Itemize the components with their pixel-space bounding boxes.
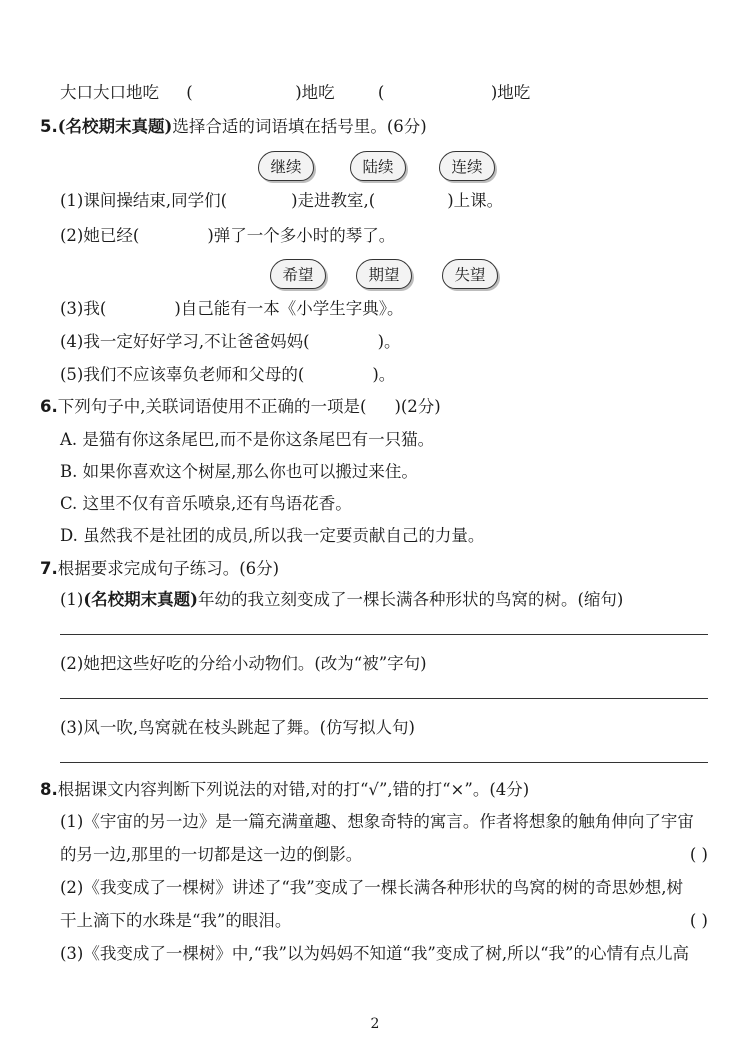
answer-line[interactable] — [60, 698, 708, 699]
question-5-item-1: (1)课间操结束,同学们( )走进教室,( )上课。 — [60, 191, 504, 210]
judgement-blank[interactable]: ( ) — [689, 911, 708, 930]
answer-row — [60, 82, 530, 104]
option-a[interactable]: A. 是猫有你这条尾巴,而不是你这条尾巴有一只猫。 — [60, 430, 435, 449]
option-b[interactable]: B. 如果你喜欢这个树屋,那么你也可以搬过来住。 — [60, 462, 418, 481]
question-number: 8. — [40, 780, 58, 799]
word-option: 陆续 — [350, 151, 406, 181]
question-5-item-2: (2)她已经( )弹了一个多小时的琴了。 — [60, 226, 396, 245]
question-text: 选择合适的词语填在括号里。(6分) — [172, 117, 427, 136]
word-option: 失望 — [442, 259, 498, 289]
example-phrase: 大口大口地吃 — [60, 83, 159, 102]
blank-close: )地吃 — [490, 83, 531, 102]
question-number: 6. — [40, 397, 58, 416]
word-option: 期望 — [356, 259, 412, 289]
question-number: 5. — [40, 117, 58, 136]
blank-close: )地吃 — [295, 83, 335, 102]
option-d[interactable]: D. 虽然我不是社团的成员,所以我一定要贡献自己的力量。 — [60, 526, 485, 545]
question-8-stem: 8.根据课文内容判断下列说法的对错,对的打“√”,错的打“×”。(4分) — [40, 780, 530, 799]
question-5-item-3: (3)我( )自己能有一本《小学生字典》。 — [60, 299, 404, 318]
question-8-item-1-line-1: (1)《宇宙的另一边》是一篇充满童趣、想象奇特的寓言。作者将想象的触角伸向了宇宙 — [60, 812, 694, 831]
question-8-item-1-line-2: 的另一边,那里的一切都是这一边的倒影。 — [60, 845, 363, 864]
word-option: 希望 — [270, 259, 326, 289]
question-number: 7. — [40, 559, 58, 578]
answer-line[interactable] — [60, 762, 708, 763]
question-5-stem — [40, 116, 427, 138]
judgement-blank[interactable]: ( ) — [689, 845, 708, 864]
blank-open: ( — [377, 83, 385, 102]
question-7-item-1: (1)(名校期末真题)年幼的我立刻变成了一棵长满各种形状的鸟窝的树。(缩句) — [60, 590, 624, 609]
word-option: 连续 — [439, 151, 495, 181]
answer-line[interactable] — [60, 634, 708, 635]
question-tag: (名校期末真题) — [83, 590, 198, 609]
question-6-stem: 6.下列句子中,关联词语使用不正确的一项是( )(2分) — [40, 397, 441, 416]
word-option: 继续 — [258, 151, 314, 181]
question-tag: (名校期末真题) — [57, 117, 173, 136]
question-8-item-3-line-1: (3)《我变成了一棵树》中,“我”以为妈妈不知道“我”变成了树,所以“我”的心情有点儿高 — [60, 944, 689, 963]
question-8-item-2-line-2: 干上滴下的水珠是“我”的眼泪。 — [60, 911, 292, 930]
question-8-item-2-line-1: (2)《我变成了一棵树》讲述了“我”变成了一棵长满各种形状的鸟窝的树的奇思妙想,树 — [60, 878, 683, 897]
question-7-stem: 7.根据要求完成句子练习。(6分) — [40, 559, 280, 578]
option-c[interactable]: C. 这里不仅有音乐喷泉,还有鸟语花香。 — [60, 494, 352, 513]
question-5-item-5: (5)我们不应该辜负老师和父母的( )。 — [60, 365, 396, 384]
page-number: 2 — [370, 1016, 380, 1032]
question-7-item-2: (2)她把这些好吃的分给小动物们。(改为“被”字句) — [60, 654, 427, 673]
question-7-item-3: (3)风一吹,鸟窝就在枝头跳起了舞。(仿写拟人句) — [60, 718, 415, 737]
blank-open: ( — [186, 83, 193, 102]
question-5-item-4: (4)我一定好好学习,不让爸爸妈妈( )。 — [60, 332, 401, 351]
